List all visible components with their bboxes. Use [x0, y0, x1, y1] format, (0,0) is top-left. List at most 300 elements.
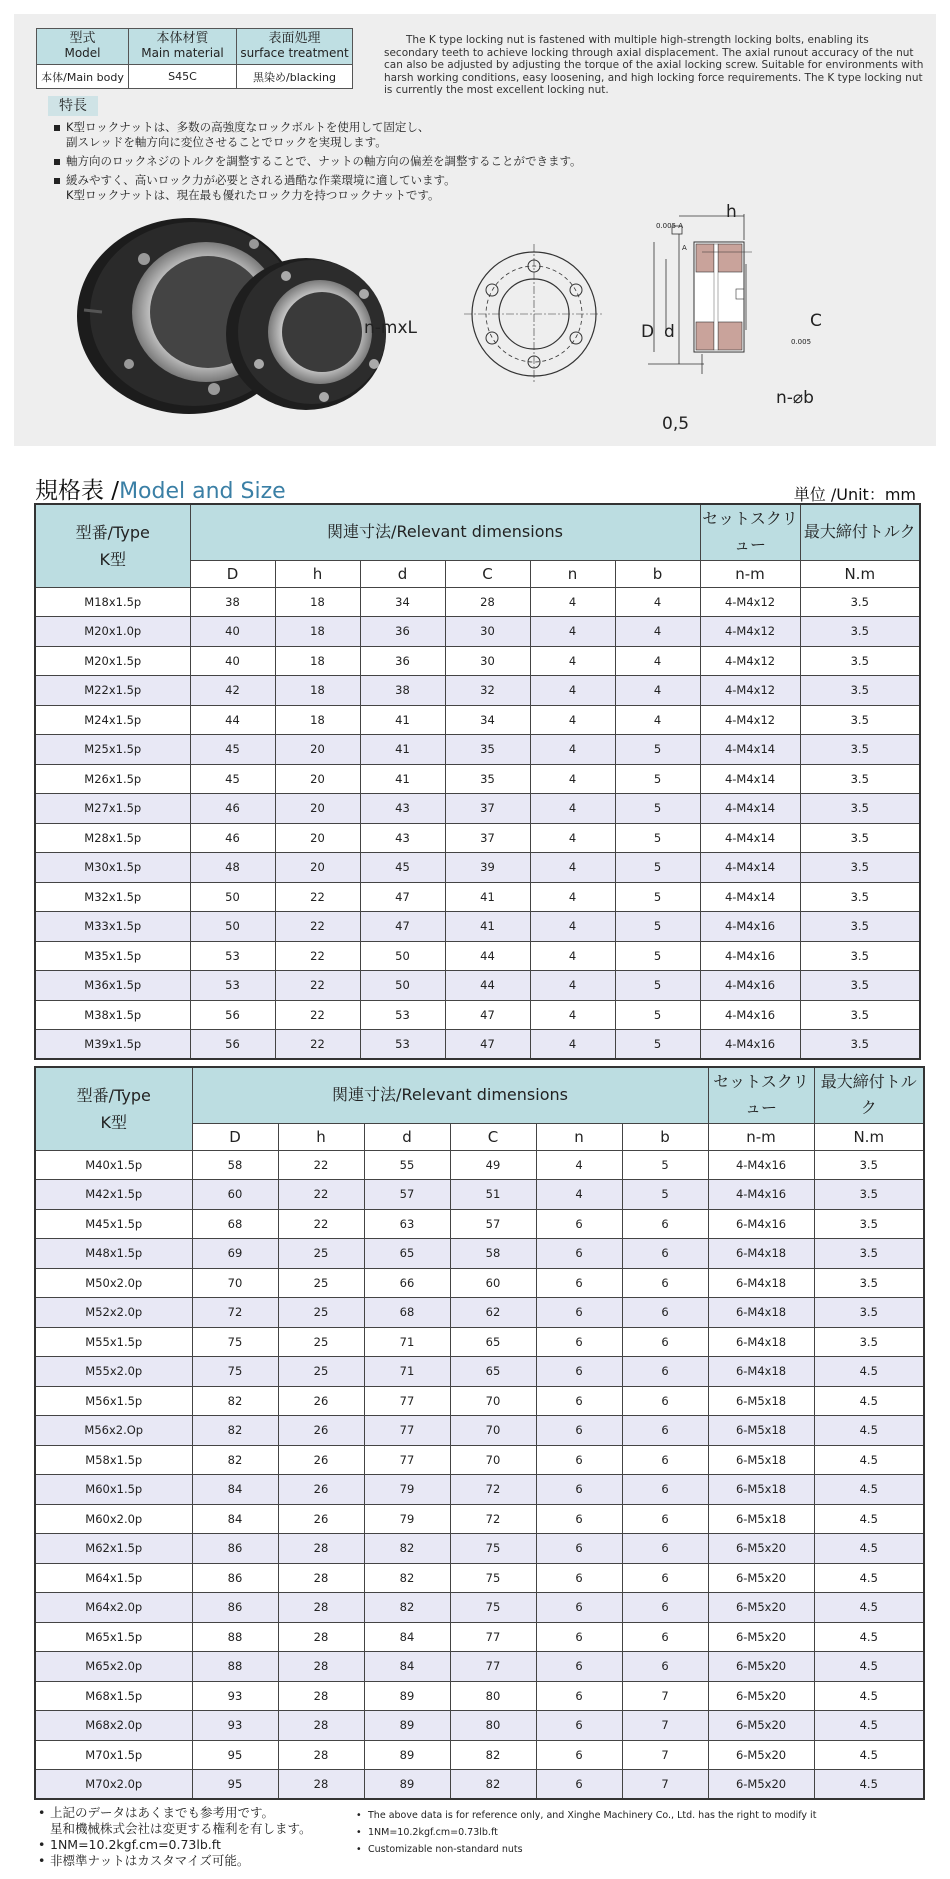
- cell-set-screw: 6-M5x18: [708, 1504, 814, 1534]
- table-row: [35, 1386, 924, 1416]
- feature-item: 緩みやすく、高いロック力が必要とされる過酷な作業環境に適しています。 K型ロックナットは、現在最も優れたロック力を持つロックナットです。: [54, 173, 582, 203]
- table-row: [35, 676, 920, 706]
- cell-type: M56x2.Op: [35, 1416, 192, 1446]
- cell-torque: 4.5: [814, 1681, 924, 1711]
- cell-h: 20: [275, 853, 360, 883]
- cell-set-screw: 6-M5x20: [708, 1563, 814, 1593]
- cell-b: 4: [615, 617, 700, 647]
- cell-D: 75: [192, 1357, 278, 1387]
- material-header-material: 本体材質 Main material: [129, 29, 237, 65]
- table-row: [35, 1445, 924, 1475]
- cell-d: 41: [360, 705, 445, 735]
- cell-n: 6: [536, 1445, 622, 1475]
- cell-torque: 3.5: [814, 1150, 924, 1180]
- cell-n: 4: [530, 705, 615, 735]
- cell-n: 4: [536, 1150, 622, 1180]
- label-D: D: [641, 322, 655, 342]
- cell-type: M55x1.5p: [35, 1327, 192, 1357]
- cell-D: 95: [192, 1770, 278, 1800]
- cell-n: 4: [530, 882, 615, 912]
- cell-h: 28: [278, 1652, 364, 1682]
- cell-set-screw: 4-M4x16: [700, 1030, 800, 1060]
- cell-b: 6: [622, 1475, 708, 1505]
- label-C: C: [810, 311, 822, 331]
- header-type: 型番/Type K型: [35, 504, 190, 587]
- cell-set-screw: 4-M4x16: [708, 1150, 814, 1180]
- cell-d: 43: [360, 794, 445, 824]
- cell-D: 48: [190, 853, 275, 883]
- cell-set-screw: 4-M4x14: [700, 735, 800, 765]
- cell-d: 82: [364, 1563, 450, 1593]
- cell-C: 34: [445, 705, 530, 735]
- cell-torque: 3.5: [814, 1327, 924, 1357]
- cell-b: 6: [622, 1357, 708, 1387]
- cell-b: 7: [622, 1681, 708, 1711]
- cell-b: 7: [622, 1740, 708, 1770]
- table-row: [35, 1652, 924, 1682]
- note-jp: • 上記のデータはあくまでも参考用です。 星和機械株式会社は変更する権利を有します。: [38, 1805, 312, 1837]
- cell-d: 47: [360, 912, 445, 942]
- cell-type: M48x1.5p: [35, 1239, 192, 1269]
- spec-title-jp: 規格表 /: [35, 478, 120, 504]
- cell-b: 5: [615, 853, 700, 883]
- cell-n: 6: [536, 1475, 622, 1505]
- cell-C: 58: [450, 1239, 536, 1269]
- cell-d: 55: [364, 1150, 450, 1180]
- cell-C: 70: [450, 1416, 536, 1446]
- cell-h: 28: [278, 1563, 364, 1593]
- cell-C: 82: [450, 1770, 536, 1800]
- note-jp: • 1NM=10.2kgf.cm=0.73lb.ft: [38, 1837, 312, 1853]
- cell-type: M25x1.5p: [35, 735, 190, 765]
- cell-b: 5: [615, 823, 700, 853]
- cell-h: 22: [275, 1000, 360, 1030]
- cell-D: 50: [190, 912, 275, 942]
- cell-C: 65: [450, 1327, 536, 1357]
- table-row: [35, 1504, 924, 1534]
- cell-b: 5: [615, 794, 700, 824]
- cell-type: M60x2.0p: [35, 1504, 192, 1534]
- cell-b: 6: [622, 1622, 708, 1652]
- cell-h: 28: [278, 1711, 364, 1741]
- cell-D: 40: [190, 646, 275, 676]
- cell-h: 20: [275, 823, 360, 853]
- header-b: b: [622, 1123, 708, 1150]
- cell-type: M20x1.0p: [35, 617, 190, 647]
- table-row: [35, 1327, 924, 1357]
- cell-set-screw: 6-M4x16: [708, 1209, 814, 1239]
- table-row: [35, 1416, 924, 1446]
- cell-C: 30: [445, 646, 530, 676]
- locking-nut-photo: [74, 214, 394, 424]
- note-jp: • 非標準ナットはカスタマイズ可能。: [38, 1853, 312, 1869]
- cell-d: 79: [364, 1504, 450, 1534]
- cell-b: 6: [622, 1563, 708, 1593]
- cell-C: 41: [445, 912, 530, 942]
- cell-n: 4: [530, 912, 615, 942]
- cell-n: 6: [536, 1740, 622, 1770]
- table-row: [35, 1593, 924, 1623]
- cell-b: 5: [615, 882, 700, 912]
- cell-torque: 3.5: [814, 1180, 924, 1210]
- cell-C: 49: [450, 1150, 536, 1180]
- cell-n: 4: [530, 941, 615, 971]
- cell-torque: 3.5: [814, 1209, 924, 1239]
- cell-D: 68: [192, 1209, 278, 1239]
- cell-h: 22: [275, 971, 360, 1001]
- cell-n: 4: [530, 823, 615, 853]
- header-set-screw: セットスクリュー: [708, 1067, 814, 1123]
- cell-torque: 4.5: [814, 1534, 924, 1564]
- cell-torque: 4.5: [814, 1504, 924, 1534]
- cell-b: 6: [622, 1445, 708, 1475]
- cell-d: 68: [364, 1298, 450, 1328]
- cell-set-screw: 4-M4x12: [700, 676, 800, 706]
- cell-C: 35: [445, 735, 530, 765]
- cell-C: 82: [450, 1740, 536, 1770]
- cell-type: M70x2.0p: [35, 1770, 192, 1800]
- cell-d: 66: [364, 1268, 450, 1298]
- cell-C: 80: [450, 1681, 536, 1711]
- table-row: [35, 1534, 924, 1564]
- cell-type: M28x1.5p: [35, 823, 190, 853]
- cell-set-screw: 6-M4x18: [708, 1357, 814, 1387]
- cell-set-screw: 4-M4x12: [700, 617, 800, 647]
- cell-b: 5: [615, 1000, 700, 1030]
- label-d: d: [664, 322, 675, 342]
- table-row: [35, 882, 920, 912]
- cell-n: 6: [536, 1711, 622, 1741]
- cell-type: M68x1.5p: [35, 1681, 192, 1711]
- cell-h: 28: [278, 1740, 364, 1770]
- cell-b: 6: [622, 1534, 708, 1564]
- cell-n: 4: [530, 1030, 615, 1060]
- table-row: [35, 1357, 924, 1387]
- cell-type: M68x2.0p: [35, 1711, 192, 1741]
- label-gap: 0,5: [662, 414, 690, 434]
- unit-label: 単位 /Unit：mm: [793, 485, 916, 504]
- cell-torque: 4.5: [814, 1357, 924, 1387]
- cell-h: 22: [278, 1150, 364, 1180]
- cell-d: 77: [364, 1416, 450, 1446]
- cell-C: 75: [450, 1534, 536, 1564]
- header-D: D: [192, 1123, 278, 1150]
- cell-type: M62x1.5p: [35, 1534, 192, 1564]
- cell-D: 86: [192, 1593, 278, 1623]
- cell-type: M32x1.5p: [35, 882, 190, 912]
- table-row: [35, 1622, 924, 1652]
- front-view-drawing: [454, 234, 614, 394]
- cell-type: M39x1.5p: [35, 1030, 190, 1060]
- cell-set-screw: 4-M4x16: [700, 912, 800, 942]
- cell-type: M70x1.5p: [35, 1740, 192, 1770]
- cell-C: 32: [445, 676, 530, 706]
- material-header-model: 型式 Model: [37, 29, 129, 65]
- cell-torque: 3.5: [800, 764, 920, 794]
- cell-b: 5: [622, 1150, 708, 1180]
- table-row: [35, 1681, 924, 1711]
- header-torque: 最大締付トルク: [814, 1067, 924, 1123]
- table-row: [35, 764, 920, 794]
- cell-d: 47: [360, 882, 445, 912]
- header-screw-sub: n-m: [708, 1123, 814, 1150]
- cell-set-screw: 4-M4x12: [700, 587, 800, 617]
- cell-b: 4: [615, 676, 700, 706]
- cell-set-screw: 4-M4x16: [700, 1000, 800, 1030]
- cell-b: 6: [622, 1298, 708, 1328]
- cell-set-screw: 6-M5x18: [708, 1386, 814, 1416]
- cell-C: 77: [450, 1622, 536, 1652]
- header-C: C: [445, 560, 530, 587]
- cell-d: 65: [364, 1239, 450, 1269]
- cell-h: 18: [275, 617, 360, 647]
- cell-C: 70: [450, 1445, 536, 1475]
- cell-type: M35x1.5p: [35, 941, 190, 971]
- cell-b: 5: [622, 1180, 708, 1210]
- cell-set-screw: 6-M5x20: [708, 1711, 814, 1741]
- cell-D: 38: [190, 587, 275, 617]
- table-row: [35, 823, 920, 853]
- cell-D: 70: [192, 1268, 278, 1298]
- cell-d: 77: [364, 1386, 450, 1416]
- header-torque: 最大締付トルク: [800, 504, 920, 560]
- table-row: [35, 705, 920, 735]
- cell-D: 44: [190, 705, 275, 735]
- cell-D: 75: [192, 1327, 278, 1357]
- header-n: n: [530, 560, 615, 587]
- table-row: [35, 1475, 924, 1505]
- cell-b: 6: [622, 1386, 708, 1416]
- cell-C: 37: [445, 823, 530, 853]
- table-row: [35, 1239, 924, 1269]
- cell-h: 22: [275, 1030, 360, 1060]
- cell-set-screw: 6-M4x18: [708, 1239, 814, 1269]
- table-row: [35, 912, 920, 942]
- cell-torque: 4.5: [814, 1445, 924, 1475]
- header-h: h: [275, 560, 360, 587]
- cell-b: 6: [622, 1416, 708, 1446]
- cell-type: M45x1.5p: [35, 1209, 192, 1239]
- cell-torque: 3.5: [814, 1268, 924, 1298]
- cell-h: 18: [275, 705, 360, 735]
- header-b: b: [615, 560, 700, 587]
- material-cell-body: 本体/Main body: [37, 65, 129, 89]
- cell-D: 82: [192, 1445, 278, 1475]
- header-screw-sub: n-m: [700, 560, 800, 587]
- cell-set-screw: 6-M5x20: [708, 1652, 814, 1682]
- feature-item: K型ロックナットは、多数の高強度なロックボルトを使用して固定し、 副スレッドを軸方向に変位させることでロックを実現します。: [54, 120, 582, 150]
- cell-type: M24x1.5p: [35, 705, 190, 735]
- cell-D: 45: [190, 764, 275, 794]
- cell-type: M38x1.5p: [35, 1000, 190, 1030]
- cell-C: 62: [450, 1298, 536, 1328]
- cell-type: M18x1.5p: [35, 587, 190, 617]
- cell-type: M52x2.0p: [35, 1298, 192, 1328]
- cell-torque: 4.5: [814, 1386, 924, 1416]
- cell-D: 72: [192, 1298, 278, 1328]
- cell-n: 6: [536, 1563, 622, 1593]
- cell-n: 4: [530, 735, 615, 765]
- cell-n: 6: [536, 1593, 622, 1623]
- cell-D: 45: [190, 735, 275, 765]
- cell-b: 7: [622, 1770, 708, 1800]
- cell-d: 36: [360, 646, 445, 676]
- cell-n: 6: [536, 1268, 622, 1298]
- spec-table-1: [34, 503, 921, 1060]
- cell-h: 22: [278, 1180, 364, 1210]
- features-list: [54, 120, 582, 207]
- cell-torque: 4.5: [814, 1740, 924, 1770]
- cell-n: 6: [536, 1327, 622, 1357]
- cell-h: 28: [278, 1681, 364, 1711]
- cell-D: 88: [192, 1652, 278, 1682]
- cell-d: 38: [360, 676, 445, 706]
- cell-type: M36x1.5p: [35, 971, 190, 1001]
- cell-C: 57: [450, 1209, 536, 1239]
- cell-torque: 3.5: [800, 646, 920, 676]
- description-en: The K type locking nut is fastened with multiple high-strength locking bolts, enabling its secondary teeth to achieve locking through axial displacement. The axial runout accuracy of the nut can also be adjusted by adjusting the torque of the axial locking screw. Suitable for environments with harsh working conditions, easy loosening, and high locking force requirements. The K type locking nut is currently the most excellent locking nut.: [384, 34, 924, 97]
- cell-D: 82: [192, 1416, 278, 1446]
- cell-b: 6: [622, 1652, 708, 1682]
- cell-type: M65x2.0p: [35, 1652, 192, 1682]
- table-row: [35, 1268, 924, 1298]
- cell-h: 28: [278, 1622, 364, 1652]
- cell-torque: 4.5: [814, 1416, 924, 1446]
- cell-D: 46: [190, 823, 275, 853]
- cell-set-screw: 6-M5x20: [708, 1681, 814, 1711]
- cell-torque: 3.5: [800, 912, 920, 942]
- spec-table-2: [34, 1066, 925, 1800]
- cell-n: 6: [536, 1681, 622, 1711]
- cell-D: 40: [190, 617, 275, 647]
- cell-h: 25: [278, 1298, 364, 1328]
- cell-C: 65: [450, 1357, 536, 1387]
- cell-n: 6: [536, 1770, 622, 1800]
- material-cell-material: S45C: [129, 65, 237, 89]
- cell-b: 6: [622, 1593, 708, 1623]
- cell-set-screw: 6-M5x20: [708, 1740, 814, 1770]
- cell-h: 18: [275, 676, 360, 706]
- cell-torque: 3.5: [800, 617, 920, 647]
- cell-n: 4: [536, 1180, 622, 1210]
- table-row: [35, 1180, 924, 1210]
- cell-set-screw: 4-M4x12: [700, 705, 800, 735]
- cell-torque: 3.5: [814, 1298, 924, 1328]
- cell-D: 53: [190, 971, 275, 1001]
- cell-d: 89: [364, 1740, 450, 1770]
- cell-set-screw: 6-M5x20: [708, 1770, 814, 1800]
- cell-n: 4: [530, 971, 615, 1001]
- cell-C: 41: [445, 882, 530, 912]
- cell-set-screw: 4-M4x16: [700, 971, 800, 1001]
- cell-C: 30: [445, 617, 530, 647]
- cell-set-screw: 6-M5x20: [708, 1534, 814, 1564]
- cell-C: 80: [450, 1711, 536, 1741]
- cell-b: 5: [615, 912, 700, 942]
- cell-torque: 3.5: [800, 705, 920, 735]
- cell-torque: 3.5: [800, 882, 920, 912]
- cell-n: 4: [530, 587, 615, 617]
- cell-torque: 3.5: [800, 941, 920, 971]
- cell-d: 82: [364, 1593, 450, 1623]
- table-row: [35, 587, 920, 617]
- cell-D: 60: [192, 1180, 278, 1210]
- cell-b: 6: [622, 1209, 708, 1239]
- cell-set-screw: 6-M4x18: [708, 1268, 814, 1298]
- cell-torque: 4.5: [814, 1475, 924, 1505]
- cell-C: 44: [445, 941, 530, 971]
- cell-set-screw: 4-M4x12: [700, 646, 800, 676]
- cell-h: 28: [278, 1534, 364, 1564]
- cell-h: 22: [278, 1209, 364, 1239]
- table-row: [35, 1770, 924, 1800]
- cell-n: 6: [536, 1239, 622, 1269]
- cell-D: 56: [190, 1000, 275, 1030]
- cell-h: 20: [275, 764, 360, 794]
- cell-n: 4: [530, 617, 615, 647]
- table-row: [35, 1298, 924, 1328]
- cell-set-screw: 4-M4x14: [700, 853, 800, 883]
- cell-C: 51: [450, 1180, 536, 1210]
- cell-n: 4: [530, 646, 615, 676]
- cell-h: 18: [275, 587, 360, 617]
- cell-d: 79: [364, 1475, 450, 1505]
- cell-b: 6: [622, 1327, 708, 1357]
- cell-set-screw: 4-M4x14: [700, 794, 800, 824]
- cell-torque: 3.5: [800, 735, 920, 765]
- cell-b: 5: [615, 735, 700, 765]
- cell-torque: 3.5: [800, 794, 920, 824]
- label-runout: 0.005: [791, 338, 812, 346]
- table-row: [35, 646, 920, 676]
- cell-n: 6: [536, 1386, 622, 1416]
- table-row: [35, 1150, 924, 1180]
- cell-b: 4: [615, 705, 700, 735]
- cell-n: 6: [536, 1357, 622, 1387]
- header-relevant-dimensions: 関連寸法/Relevant dimensions: [192, 1067, 708, 1123]
- cell-type: M58x1.5p: [35, 1445, 192, 1475]
- cell-C: 70: [450, 1386, 536, 1416]
- header-d: d: [360, 560, 445, 587]
- table-row: [35, 1563, 924, 1593]
- feature-item: 軸方向のロックネジのトルクを調整することで、ナットの軸方向の偏差を調整することができます。: [54, 154, 582, 169]
- cell-torque: 4.5: [814, 1652, 924, 1682]
- label-nb: n-⌀b: [776, 388, 814, 408]
- cell-d: 53: [360, 1000, 445, 1030]
- cell-n: 6: [536, 1622, 622, 1652]
- cell-h: 26: [278, 1386, 364, 1416]
- cell-d: 89: [364, 1681, 450, 1711]
- cell-D: 84: [192, 1475, 278, 1505]
- cell-set-screw: 4-M4x16: [708, 1180, 814, 1210]
- cell-d: 43: [360, 823, 445, 853]
- cell-type: M65x1.5p: [35, 1622, 192, 1652]
- cell-type: M27x1.5p: [35, 794, 190, 824]
- cell-d: 71: [364, 1327, 450, 1357]
- cell-type: M22x1.5p: [35, 676, 190, 706]
- cell-h: 26: [278, 1416, 364, 1446]
- cell-b: 4: [615, 646, 700, 676]
- cell-d: 50: [360, 971, 445, 1001]
- label-tolerance: 0.005 A: [656, 222, 684, 230]
- cell-d: 45: [360, 853, 445, 883]
- cell-set-screw: 6-M4x18: [708, 1298, 814, 1328]
- cell-d: 89: [364, 1711, 450, 1741]
- cell-torque: 3.5: [800, 1030, 920, 1060]
- cell-type: M60x1.5p: [35, 1475, 192, 1505]
- cell-h: 26: [278, 1475, 364, 1505]
- cell-h: 20: [275, 735, 360, 765]
